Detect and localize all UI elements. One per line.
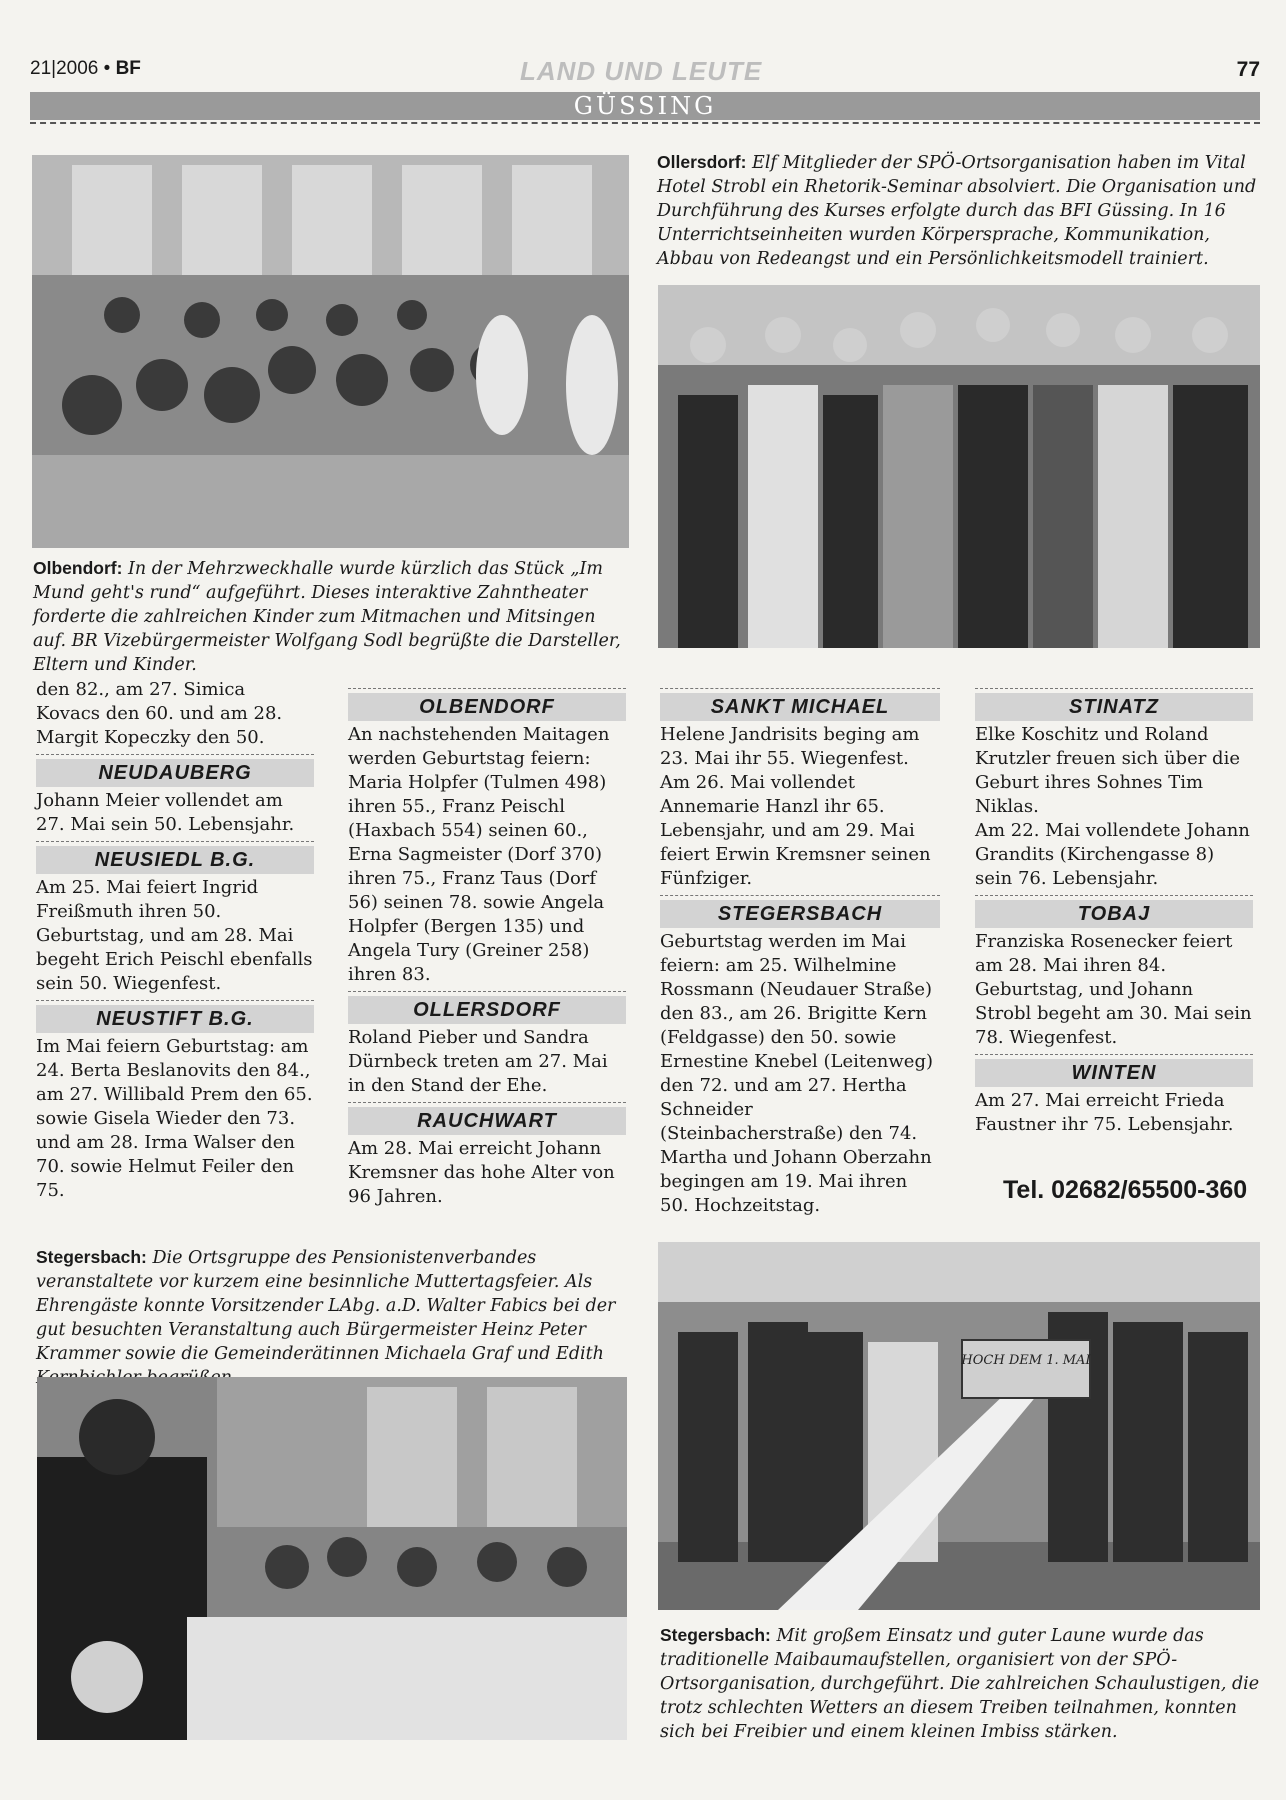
- text-tobaj: Franziska Rosenecker feiert am 28. Mai ihren 84. Geburtstag, und Johann Strobl begeht am 30. Mai sein 78. Wiegenfest.: [975, 931, 1252, 1048]
- caption-place: Stegersbach:: [660, 1625, 771, 1645]
- photo-stegersbach-maibaum: [658, 1242, 1260, 1610]
- caption-place: Olbendorf:: [33, 558, 123, 578]
- heading-stegersbach: STEGERSBACH: [660, 895, 940, 928]
- text-ollersdorf: Roland Pieber und Sandra Dürnbeck treten am 27. Mai in den Stand der Ehe.: [348, 1027, 608, 1096]
- text-stinatz-birthday: Am 22. Mai vollendete Johann Grandits (Kirchengasse 8) sein 76. Lebensjahr.: [975, 820, 1250, 889]
- heading-tobaj: TOBAJ: [975, 895, 1253, 928]
- brand-label: BF: [115, 58, 141, 79]
- photo-ollersdorf-group: [658, 285, 1260, 648]
- issue-info: [30, 58, 141, 80]
- caption-olbendorf: [33, 556, 633, 677]
- text-rauchwart: Am 28. Mai erreicht Johann Kremsner das hohe Alter von 96 Jahren.: [348, 1138, 615, 1207]
- heading-neustift: NEUSTIFT B.G.: [36, 1000, 314, 1033]
- caption-text: Elf Mitglieder der SPÖ-Ortsorganisation haben im Vital Hotel Strobl ein Rhetorik-Seminar absolviert. Die Organisation und Durchführung des Kurses erfolgte durch das BFI Güssing. In 16 Unterrichtseinheiten wurden Körpersprache, Kommunikation, Abbau von Redeangst und ein Persönlichkeitsmodell trainiert.: [657, 153, 1257, 269]
- text-stegersbach-wedding: Martha und Johann Oberzahn begingen am 19. Mai ihren 50. Hochzeitstag.: [660, 1147, 932, 1216]
- col1-intro: den 82., am 27. Simica Kovacs den 60. und am 28. Margit Kopeczky den 50.: [36, 679, 283, 748]
- column-4: [975, 684, 1253, 1137]
- text-neustift: Im Mai feiern Geburtstag: am 24. Berta Beslanovits den 84., am 27. Willibald Prem den 65. sowie Gisela Wieder den 73. und am 28. Irma Walser den 70. sowie Helmut Feiler den 75.: [36, 1036, 313, 1201]
- caption-place: Stegersbach:: [36, 1247, 147, 1267]
- text-stegersbach: Geburtstag werden im Mai feiern: am 25. Wilhelmine Rossmann (Neudauer Straße) den 83., am 26. Brigitte Kern (Feldgasse) den 50. sowie Ernestine Knebel (Leitenweg) den 72. und am 27. Hertha Schneider (Steinbacherstraße) den 74.: [660, 931, 933, 1144]
- header-divider: [30, 122, 1260, 124]
- caption-text: Die Ortsgruppe des Pensionistenverbandes veranstaltete vor kurzem eine besinnliche Muttertagsfeier. Als Ehrengäste konnte Vorsitzender LAbg. a.D. Walter Fabics bei der gut besuchten Veranstaltung auch Bürgermeister Heinz Peter Krammer sowie die Gemeinderätinnen Michaela Graf und Edith: [36, 1248, 616, 1364]
- sign-text: HOCH DEM 1. MAI: [961, 1353, 1091, 1368]
- text-neudauberg: Johann Meier vollendet am 27. Mai sein 50. Lebensjahr.: [36, 790, 295, 835]
- caption-stegersbach-muttertag: [36, 1245, 636, 1390]
- caption-ollersdorf: [657, 150, 1257, 271]
- column-1: [36, 678, 314, 1203]
- page-number: 77: [1236, 58, 1260, 81]
- caption-text: In der Mehrzweckhalle wurde kürzlich das Stück „Im Mund geht's rund“ aufgeführt. Dieses interaktive Zahntheater forderte die zahlreichen Kinder zum Mitmachen und Mitsingen auf. BR Vizebürgermeister Wolfgang Sodl begrüßte die Darsteller, Eltern und Kinder.: [33, 559, 621, 675]
- column-2: [348, 684, 626, 1209]
- caption-text: Mit großem Einsatz und guter Laune wurde das traditionelle Maibaumaufstellen, organisiert von der SPÖ-Ortsorganisation, durchgeführt. Die zahlreichen Schaulustigen, die trotz schlechten Wetters an diesem Treiben teilnahmen, konnten sich bei Freibier und einem kleinen Imbiss stärken.: [660, 1626, 1260, 1742]
- heading-ollersdorf: OLLERSDORF: [348, 991, 626, 1024]
- column-3: [660, 684, 940, 1218]
- heading-olbendorf: OLBENDORF: [348, 688, 626, 721]
- caption-place: Ollersdorf:: [657, 152, 747, 172]
- heading-sankt-michael: SANKT MICHAEL: [660, 688, 940, 721]
- text-winten: Am 27. Mai erreicht Frieda Faustner ihr 75. Lebensjahr.: [975, 1090, 1234, 1135]
- text-stinatz: Elke Koschitz und Roland Krutzler freuen sich über die Geburt ihres Sohnes Tim Niklas.: [975, 724, 1240, 817]
- text-sankt-michael: Helene Jandrisits beging am 23. Mai ihr 55. Wiegenfest. Am 26. Mai vollendet Annemarie Hanzl ihr 65. Lebensjahr, und am 29. Mai feiert Erwin Kremsner seinen Fünfziger.: [660, 724, 931, 889]
- issue-number: 21|2006 •: [30, 58, 111, 79]
- photo-stegersbach-muttertag: [37, 1377, 627, 1740]
- text-neusiedl: Am 25. Mai feiert Ingrid Freißmuth ihren 50. Geburtstag, und am 28. Mai begeht Erich Peischl ebenfalls sein 50. Wiegenfest.: [36, 877, 313, 994]
- heading-rauchwart: RAUCHWART: [348, 1102, 626, 1135]
- telephone-number: Tel. 02682/65500-360: [1003, 1176, 1248, 1204]
- heading-neusiedl: NEUSIEDL B.G.: [36, 841, 314, 874]
- heading-neudauberg: NEUDAUBERG: [36, 754, 314, 787]
- photo-olbendorf-theater: [32, 155, 629, 548]
- region-title: GÜSSING: [573, 92, 717, 120]
- heading-winten: WINTEN: [975, 1054, 1253, 1087]
- caption-stegersbach-maibaum: [660, 1623, 1260, 1744]
- heading-stinatz: STINATZ: [975, 688, 1253, 721]
- text-olbendorf: An nachstehenden Maitagen werden Geburtstag feiern: Maria Holpfer (Tulmen 498) ihren 55., Franz Peischl (Haxbach 554) seinen 60., Erna Sagmeister (Dorf 370) ihren 75., Franz Taus (Dorf 56) seinen 78. sowie Angela Holpfer (Bergen 135) und Angela Tury (Greiner 258) ihren 83.: [348, 724, 610, 985]
- section-title: LAND UND LEUTE: [520, 56, 763, 86]
